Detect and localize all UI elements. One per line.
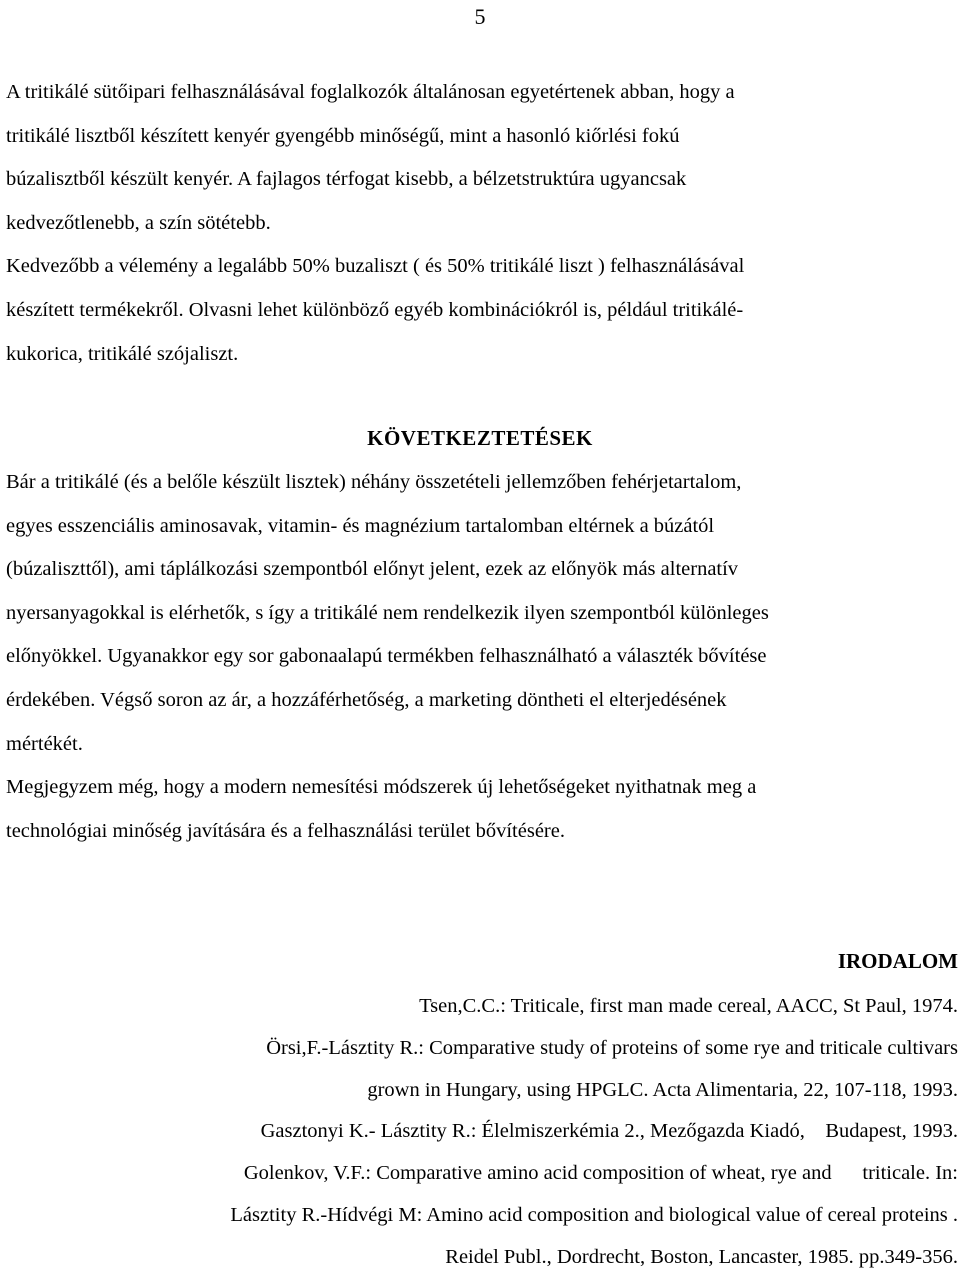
page-number: 5	[474, 4, 486, 29]
reference-line: Örsi,F.-Lásztity R.: Comparative study of proteins of some rye and triticale cultivars	[266, 1036, 958, 1059]
references-heading: IRODALOM	[837, 949, 958, 973]
reference-line: Gasztonyi K.- Lásztity R.: Élelmiszerkémia 2., Mezőgazda Kiadó, Budapest, 1993.	[260, 1120, 958, 1143]
text-line: Kedvezőbb a vélemény a legalább 50% buzaliszt ( és 50% tritikálé liszt ) felhasználásával	[6, 255, 745, 278]
text-line: kedvezőtlenebb, a szín sötétebb.	[6, 211, 271, 234]
text-line: tritikálé lisztből készített kenyér gyengébb minőségű, mint a hasonló kiőrlési fokú	[6, 124, 680, 147]
conclusions-paragraphs	[6, 461, 956, 853]
text-line: Bár a tritikálé (és a belőle készült lisztek) néhány összetételi jellemzőben fehérjetartalom,	[6, 471, 742, 493]
reference-line: Golenkov, V.F.: Comparative amino acid composition of wheat, rye and triticale. In:	[243, 1162, 958, 1185]
text-line: (búzaliszttől), ami táplálkozási szempontból előnyt jelent, ezek az előnyök más alternatív	[6, 558, 739, 581]
reference-line: Tsen,C.C.: Triticale, first man made cereal, AACC, St Paul, 1974.	[419, 995, 958, 1017]
reference-line: grown in Hungary, using HPGLC. Acta Alimentaria, 22, 107-118, 1993.	[367, 1078, 958, 1101]
reference-line: Lásztity R.-Hídvégi M: Amino acid composition and biological value of cereal proteins .	[230, 1203, 958, 1226]
text-line: Megjegyzem még, hogy a modern nemesítési módszerek új lehetőségeket nyithatnak meg a	[6, 776, 757, 799]
text-line: készített termékekről. Olvasni lehet különböző egyéb kombinációkról is, például tritikálé-	[6, 298, 744, 321]
text-line: technológiai minőség javítására és a felhasználási terület bővítésére.	[6, 819, 565, 842]
text-line: mértékét.	[6, 732, 83, 755]
conclusions-heading: KÖVETKEZTETÉSEK	[367, 426, 593, 450]
text-line: kukorica, tritikálé szójaliszt.	[6, 342, 239, 365]
text-line: A tritikálé sütőipari felhasználásával foglalkozók általánosan egyetértenek abban, hogy a	[6, 81, 735, 103]
reference-line: Reidel Publ., Dordrecht, Boston, Lancaster, 1985. pp.349-356.	[445, 1245, 958, 1268]
text-line: nyersanyagokkal is elérhetők, s így a tritikálé nem rendelkezik ilyen szempontból különleges	[6, 601, 769, 624]
text-line: búzalisztből készült kenyér. A fajlagos térfogat kisebb, a bélzetstruktúra ugyancsak	[6, 168, 687, 191]
references-list	[0, 986, 958, 1279]
text-line: egyes esszenciális aminosavak, vitamin- és magnézium tartalomban eltérnek a búzától	[6, 514, 715, 537]
text-line: érdekében. Végső soron az ár, a hozzáférhetőség, a marketing döntheti el elterjedésének	[6, 688, 727, 711]
text-line: előnyökkel. Ugyanakkor egy sor gabonaalapú termékben felhasználható a választék bővítése	[6, 645, 767, 668]
intro-paragraphs	[6, 71, 956, 376]
